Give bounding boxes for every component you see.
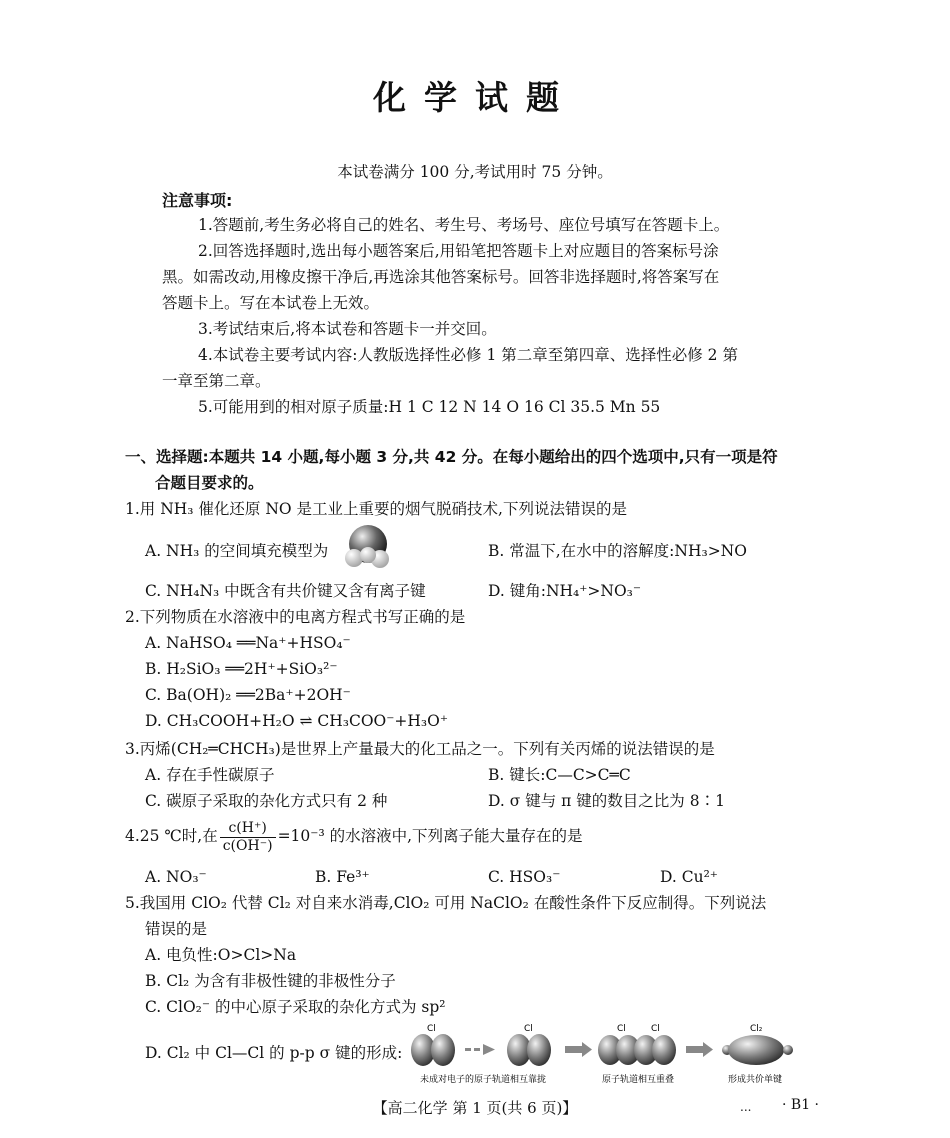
caption-3: 形成共价单键	[728, 1075, 783, 1085]
label-cl-4: Cl	[651, 1024, 660, 1034]
notice-item-1: 1.答题前,考生务必将自己的姓名、考生号、考场号、座位号填写在答题卡上。	[198, 216, 730, 234]
q2-stem: 2.下列物质在水溶液中的电离方程式书写正确的是	[125, 608, 466, 626]
q3-option-d: D. σ 键与 π 键的数目之比为 8∶1	[488, 792, 725, 810]
caption-2: 原子轨道相互重叠	[602, 1075, 675, 1085]
notice-item-2-end: 答题卡上。写在本试卷上无效。	[162, 294, 380, 312]
arrow-icon	[686, 1042, 713, 1057]
q1-option-d: D. 键角:NH₄⁺>NO₃⁻	[488, 582, 642, 600]
bonding-orbital	[728, 1035, 784, 1065]
q2-option-d: D. CH₃COOH+H₂O ⇌ CH₃COO⁻+H₃O⁺	[145, 712, 449, 730]
footer-dots: ...	[740, 1100, 752, 1114]
q4-denominator: c(OH⁻)	[222, 837, 273, 854]
q4-option-c: C. HSO₃⁻	[488, 868, 561, 886]
notice-item-2: 2.回答选择题时,选出每小题答案后,用铅笔把答题卡上对应题目的答案标号涂	[198, 242, 719, 260]
notice-item-4-cont: 一章至第二章。	[162, 372, 271, 390]
q3-option-b: B. 键长:C—C>C═C	[488, 766, 631, 784]
q4-stem-post: =10⁻³ 的水溶液中,下列离子能大量存在的是	[277, 827, 583, 845]
q1-option-c: C. NH₄N₃ 中既含有共价键又含有离子键	[145, 582, 426, 600]
nh3-space-filling-model	[340, 522, 396, 572]
dash-arrow	[474, 1048, 480, 1051]
q4-fraction	[220, 820, 276, 855]
orbital-lobe	[527, 1034, 551, 1066]
section-heading-cont: 合题目要求的。	[155, 474, 264, 492]
orbital-lobe	[652, 1035, 676, 1065]
q4-option-d: D. Cu²⁺	[660, 868, 718, 886]
section-heading: 一、选择题:本题共 14 小题,每小题 3 分,共 42 分。在每小题给出的四个选项中,只有一项是符	[125, 448, 778, 466]
notice-item-3: 3.考试结束后,将本试卷和答题卡一并交回。	[198, 320, 497, 338]
label-cl-2: Cl	[524, 1024, 533, 1034]
q4-stem	[125, 816, 583, 856]
q2-option-b: B. H₂SiO₃ ══2H⁺+SiO₃²⁻	[145, 660, 338, 678]
arrow-icon	[565, 1042, 592, 1057]
q3-option-c: C. 碳原子采取的杂化方式只有 2 种	[145, 792, 388, 810]
exam-intro: 本试卷满分 100 分,考试用时 75 分钟。	[337, 163, 613, 181]
q3-stem: 3.丙烯(CH₂═CHCH₃)是世界上产量最大的化工品之一。下列有关丙烯的说法错误的是	[125, 740, 715, 758]
footer-code: · B1 ·	[782, 1097, 819, 1113]
notice-item-4: 4.本试卷主要考试内容:人教版选择性必修 1 第二章至第四章、选择性必修 2 第	[198, 346, 738, 364]
sigma-bond-formation-diagram	[410, 1022, 810, 1086]
orbital-lobe	[431, 1034, 455, 1066]
q1-option-b: B. 常温下,在水中的溶解度:NH₃>NO	[488, 542, 747, 560]
label-cl-3: Cl	[617, 1024, 626, 1034]
q4-option-b: B. Fe³⁺	[315, 868, 370, 886]
arrow-head	[483, 1044, 495, 1055]
q3-option-a: A. 存在手性碳原子	[145, 766, 275, 784]
q5-option-c: C. ClO₂⁻ 的中心原子采取的杂化方式为 sp²	[145, 998, 446, 1016]
dash-arrow	[465, 1048, 471, 1051]
page-footer: 【高二化学 第 1 页(共 6 页)】	[372, 1099, 578, 1117]
q4-numerator: c(H⁺)	[220, 820, 276, 838]
q5-option-b: B. Cl₂ 为含有非极性键的非极性分子	[145, 972, 396, 990]
q5-option-d: D. Cl₂ 中 Cl—Cl 的 p-p σ 键的形成:	[145, 1044, 403, 1062]
q5-stem: 5.我国用 ClO₂ 代替 Cl₂ 对自来水消毒,ClO₂ 可用 NaClO₂ 在酸性条件下反应制得。下列说法	[125, 894, 767, 912]
q4-stem-pre: 4.25 ℃时,在	[125, 827, 218, 845]
q1-option-a: A. NH₃ 的空间填充模型为	[145, 542, 329, 560]
caption-1: 未成对电子的原子轨道相互靠拢	[420, 1075, 547, 1085]
orbital-small-lobe	[783, 1045, 793, 1055]
q2-option-a: A. NaHSO₄ ══Na⁺+HSO₄⁻	[145, 634, 351, 652]
notice-item-5: 5.可能用到的相对原子质量:H 1 C 12 N 14 O 16 Cl 35.5 Mn 55	[198, 398, 661, 416]
q2-option-c: C. Ba(OH)₂ ══2Ba⁺+2OH⁻	[145, 686, 351, 704]
notice-heading: 注意事项:	[162, 191, 233, 210]
label-cl2: Cl₂	[750, 1024, 763, 1034]
q5-option-a: A. 电负性:O>Cl>Na	[145, 946, 297, 964]
notice-item-2-cont: 黑。如需改动,用橡皮擦干净后,再选涂其他答案标号。回答非选择题时,将答案写在	[162, 268, 720, 286]
label-cl-1: Cl	[427, 1024, 436, 1034]
q1-stem: 1.用 NH₃ 催化还原 NO 是工业上重要的烟气脱硝技术,下列说法错误的是	[125, 500, 627, 518]
q4-option-a: A. NO₃⁻	[145, 868, 207, 886]
q5-stem-cont: 错误的是	[145, 920, 208, 938]
page-title: 化学试题	[373, 78, 577, 117]
